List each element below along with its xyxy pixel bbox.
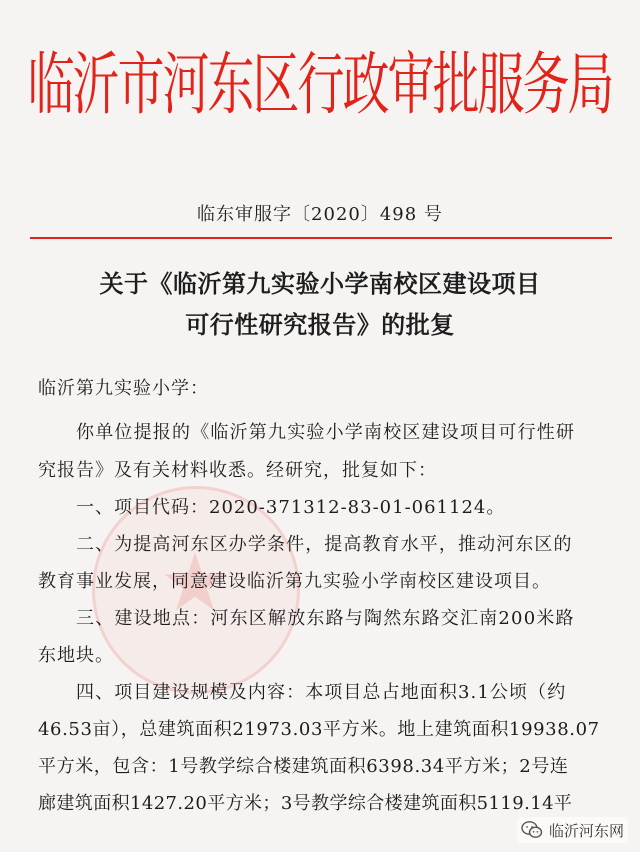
wechat-icon	[521, 820, 543, 840]
body-line: 一、项目代码：2020-371312-83-01-061124。	[76, 497, 506, 518]
document-number: 临东审服字〔2020〕498 号	[197, 204, 443, 225]
body-line: 平方米，包含：1号教学综合楼建筑面积6398.34平方米；2号连	[38, 756, 569, 777]
watermark-text: 临沂河东网	[548, 821, 624, 840]
document-title-line-1: 关于《临沂第九实验小学南校区建设项目	[99, 270, 541, 298]
body-line: 东地块。	[38, 645, 114, 666]
body-line: 教育事业发展，同意建设临沂第九实验小学南校区建设项目。	[38, 571, 551, 592]
body-line: 三、建设地点：河东区解放东路与陶然东路交汇南200米路	[76, 608, 575, 629]
seal-star-icon: ★	[159, 536, 231, 629]
watermark	[517, 817, 628, 843]
agency-header: 临沂市河东区行政审批服务局	[27, 45, 613, 126]
body-line: 廊建筑面积1427.20平方米；3号教学综合楼建筑面积5119.14平	[38, 793, 573, 814]
body-line: 你单位提报的《临沂第九实验小学南校区建设项目可行性研	[76, 422, 576, 443]
body-line: 46.53亩），总建筑面积21973.03平方米。地上建筑面积19938.07	[38, 719, 600, 740]
body-line: 究报告》及有关材料收悉。经研究，批复如下：	[38, 460, 437, 481]
addressee: 临沂第九实验小学：	[38, 378, 209, 399]
document-title-line-2: 可行性研究报告》的批复	[185, 311, 455, 339]
red-divider	[30, 237, 612, 239]
body-line: 二、为提高河东区办学条件，提高教育水平，推动河东区的	[76, 534, 573, 555]
body-line: 四、项目建设规模及内容：本项目总占地面积3.1公顷（约	[76, 682, 567, 703]
